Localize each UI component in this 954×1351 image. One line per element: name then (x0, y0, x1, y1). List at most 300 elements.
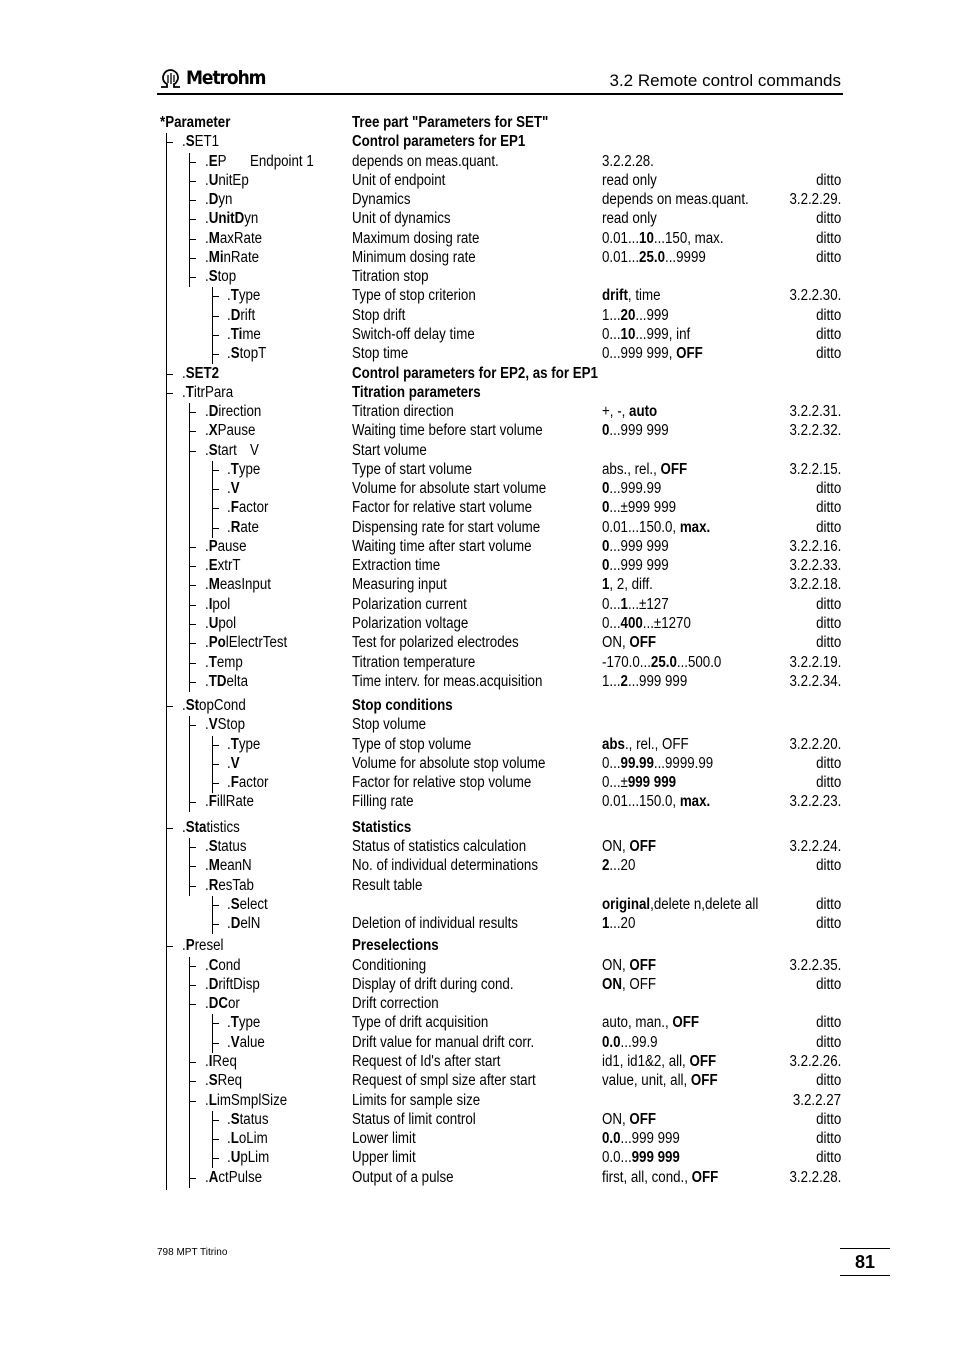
section-reference: ditto (815, 615, 841, 633)
section-reference: ditto (815, 1110, 841, 1128)
table-row (0, 132, 954, 152)
table-row (0, 818, 954, 838)
table-row (0, 837, 954, 857)
table-row (0, 171, 954, 191)
tree-branch-tick (212, 335, 219, 336)
section-reference: ditto (815, 595, 841, 613)
command-description: Status of limit control (352, 1110, 476, 1128)
value-range: id1, id1&2, all, OFF (602, 1052, 717, 1070)
command-name: .UnitDyn (205, 210, 259, 228)
tree-branch-tick (189, 412, 196, 413)
command-description: Status of statistics calculation (352, 837, 527, 855)
command-name: .Pause (205, 537, 247, 555)
value-range: 0...99.99...9999.99 (602, 754, 714, 772)
table-row (0, 479, 954, 499)
value-range: original,delete n,delete all (602, 895, 759, 913)
command-name: .EP (205, 152, 227, 170)
value-range: 2...20 (602, 857, 636, 875)
command-description: Measuring input (352, 576, 447, 594)
command-tag: V (250, 441, 259, 459)
command-description: No. of individual determinations (352, 857, 538, 875)
tree-branch-tick (212, 316, 219, 317)
value-range: ON, OFF (602, 975, 657, 993)
command-name: .Status (227, 1110, 269, 1128)
tree-branch-tick (189, 431, 196, 432)
command-name: .LimSmplSize (205, 1091, 288, 1109)
value-range: drift, time (602, 287, 661, 305)
tree-branch-tick (189, 1101, 196, 1102)
section-title: 3.2 Remote control commands (609, 71, 841, 90)
section-reference: 3.2.2.31. (789, 403, 841, 421)
table-row (0, 286, 954, 306)
command-description: Unit of endpoint (352, 171, 446, 189)
tree-branch-line (212, 461, 213, 538)
table-row (0, 994, 954, 1014)
command-description: Factor for relative start volume (352, 499, 533, 517)
command-description: Time interv. for meas.acquisition (352, 672, 543, 690)
section-reference: 3.2.2.16. (789, 537, 841, 555)
table-row (0, 190, 954, 210)
command-name: .StopT (227, 345, 267, 363)
value-range: read only (602, 171, 657, 189)
tree-branch-tick (189, 547, 196, 548)
value-range: 0...999 999 (602, 557, 669, 575)
command-name: .XPause (205, 422, 256, 440)
value-range: auto, man., OFF (602, 1014, 700, 1032)
value-range: read only (602, 210, 657, 228)
tree-branch-tick (189, 605, 196, 606)
table-row (0, 209, 954, 229)
value-range: 0...±999 999 (602, 499, 677, 517)
section-reference: ditto (815, 499, 841, 517)
command-name: .DelN (227, 915, 261, 933)
tree-branch-tick (166, 142, 173, 143)
section-reference: ditto (815, 975, 841, 993)
tree-branch-tick (189, 585, 196, 586)
table-row (0, 653, 954, 673)
command-name: .MaxRate (205, 229, 263, 247)
value-range: depends on meas.quant. (602, 191, 749, 209)
tree-branch-tick (166, 393, 173, 394)
table-row (0, 113, 954, 133)
table-row (0, 344, 954, 364)
command-description: Titration parameters (352, 383, 481, 401)
table-row (0, 614, 954, 634)
table-row (0, 1033, 954, 1053)
section-reference: ditto (815, 1130, 841, 1148)
table-row (0, 229, 954, 249)
tree-branch-tick (212, 1023, 219, 1024)
section-reference: 3.2.2.35. (789, 956, 841, 974)
value-range: 1...20 (602, 915, 636, 933)
command-name: .ActPulse (205, 1168, 263, 1186)
command-description: Request of smpl size after start (352, 1072, 536, 1090)
table-row (0, 1168, 954, 1188)
table-row (0, 1129, 954, 1149)
value-range: first, all, cond., OFF (602, 1168, 719, 1186)
tree-branch-tick (212, 489, 219, 490)
tree-branch-tick (189, 624, 196, 625)
command-description: Volume for absolute stop volume (352, 754, 546, 772)
command-description: Filling rate (352, 793, 414, 811)
command-description: Unit of dynamics (352, 210, 451, 228)
table-row (0, 364, 954, 384)
section-reference: 3.2.2.33. (789, 557, 841, 575)
section-reference: ditto (815, 248, 841, 266)
command-description: Stop volume (352, 716, 427, 734)
value-range: 0...±999 999 (602, 774, 677, 792)
tree-branch-tick (166, 946, 173, 947)
tree-branch-tick (189, 1081, 196, 1082)
command-name: .UpLim (227, 1149, 270, 1167)
command-name: .Value (227, 1033, 265, 1051)
section-reference: ditto (815, 895, 841, 913)
command-name: .ResTab (205, 876, 254, 894)
command-name: .MeanN (205, 857, 252, 875)
tree-branch-tick (212, 470, 219, 471)
value-range: ON, OFF (602, 837, 657, 855)
command-name: .Select (227, 895, 268, 913)
table-row (0, 956, 954, 976)
command-description: Type of stop criterion (352, 287, 476, 305)
command-name: .MinRate (205, 248, 260, 266)
section-reference: 3.2.2.15. (789, 460, 841, 478)
command-description: Deletion of individual results (352, 915, 518, 933)
command-name: .StopCond (182, 697, 246, 715)
section-reference: 3.2.2.20. (789, 735, 841, 753)
command-name: .V (227, 480, 240, 498)
command-description: Lower limit (352, 1130, 416, 1148)
table-row (0, 402, 954, 422)
value-range: 0.01...10...150, max. (602, 229, 724, 247)
section-reference: ditto (815, 1149, 841, 1167)
command-description: Extraction time (352, 557, 441, 575)
command-description: Factor for relative stop volume (352, 774, 532, 792)
table-row (0, 773, 954, 793)
command-description: Output of a pulse (352, 1168, 454, 1186)
table-row (0, 696, 954, 716)
section-reference: ditto (815, 171, 841, 189)
tree-branch-tick (212, 508, 219, 509)
command-description: Dynamics (352, 191, 411, 209)
table-row (0, 715, 954, 735)
tree-branch-tick (212, 1043, 219, 1044)
section-reference: 3.2.2.32. (789, 422, 841, 440)
tree-branch-tick (189, 566, 196, 567)
command-name: .PolElectrTest (205, 634, 288, 652)
value-range: 0...999.99 (602, 480, 662, 498)
table-row (0, 518, 954, 538)
table-row (0, 152, 954, 172)
section-reference: 3.2.2.27 (792, 1091, 841, 1109)
table-row (0, 595, 954, 615)
table-row (0, 537, 954, 557)
command-description: Waiting time before start volume (352, 422, 543, 440)
tree-branch-tick (166, 706, 173, 707)
tree-branch-tick (189, 219, 196, 220)
tree-branch-tick (189, 200, 196, 201)
command-name: .VStop (205, 716, 246, 734)
command-name: .Temp (205, 653, 243, 671)
tree-branch-tick (189, 886, 196, 887)
tree-branch-tick (212, 905, 219, 906)
section-reference: ditto (815, 857, 841, 875)
section-reference: 3.2.2.26. (789, 1052, 841, 1070)
value-range: 0...10...999, inf (602, 325, 691, 343)
tree-branch-tick (166, 374, 173, 375)
section-reference: ditto (815, 345, 841, 363)
command-name: .DCor (205, 995, 240, 1013)
command-name: .UnitEp (205, 171, 249, 189)
table-row (0, 575, 954, 595)
command-name: .Factor (227, 774, 269, 792)
command-description: Titration direction (352, 403, 454, 421)
command-description: Titration temperature (352, 653, 476, 671)
command-name: .Type (227, 1014, 261, 1032)
command-description: Result table (352, 876, 423, 894)
command-name: .Rate (227, 518, 259, 536)
tree-branch-tick (212, 924, 219, 925)
tree-branch-tick (189, 1004, 196, 1005)
tree-branch-tick (212, 296, 219, 297)
command-description: Control parameters for EP1 (352, 133, 526, 151)
tree-branch-tick (189, 451, 196, 452)
value-range: 0.01...150.0, max. (602, 518, 711, 536)
value-range: 1...20...999 (602, 306, 669, 324)
value-range: 0.0...999 999 (602, 1130, 680, 1148)
table-row (0, 306, 954, 326)
tree-branch-tick (189, 277, 196, 278)
command-name: .SET1 (182, 133, 220, 151)
table-row (0, 498, 954, 518)
command-name: .Type (227, 287, 261, 305)
command-name: .Drift (227, 306, 256, 324)
table-row (0, 975, 954, 995)
value-range: 0...400...±1270 (602, 615, 691, 633)
tree-branch-tick (189, 966, 196, 967)
value-range: 0...999 999 (602, 422, 669, 440)
section-reference: ditto (815, 1014, 841, 1032)
value-range: 0.01...150.0, max. (602, 793, 711, 811)
command-description: Test for polarized electrodes (352, 634, 519, 652)
command-name: .FillRate (205, 793, 254, 811)
table-row (0, 895, 954, 915)
command-name: .Status (205, 837, 247, 855)
tree-branch-tick (189, 985, 196, 986)
command-name: .SET2 (182, 364, 220, 382)
command-description: Maximum dosing rate (352, 229, 480, 247)
section-reference: 3.2.2.34. (789, 672, 841, 690)
command-description: Upper limit (352, 1149, 416, 1167)
tree-branch-tick (189, 802, 196, 803)
command-name: .Time (227, 325, 261, 343)
command-description: Drift correction (352, 995, 439, 1013)
command-description: Drift value for manual drift corr. (352, 1033, 535, 1051)
table-row (0, 1091, 954, 1111)
tree-branch-tick (189, 866, 196, 867)
value-range: 1, 2, diff. (602, 576, 653, 594)
command-name: .ExtrT (205, 557, 241, 575)
value-range: 1...2...999 999 (602, 672, 688, 690)
command-name: .MeasInput (205, 576, 271, 594)
command-description: Tree part "Parameters for SET" (352, 114, 549, 131)
table-row (0, 672, 954, 692)
value-range: 0...999 999 (602, 537, 669, 555)
command-name: .Statistics (182, 818, 240, 836)
command-description: Type of start volume (352, 460, 473, 478)
command-name: .Upol (205, 615, 237, 633)
command-name: .Start (205, 441, 237, 459)
value-range: 0...999 999, OFF (602, 345, 703, 363)
table-row (0, 383, 954, 403)
command-name: .Presel (182, 937, 224, 955)
table-row (0, 421, 954, 441)
section-reference: ditto (815, 229, 841, 247)
value-range: value, unit, all, OFF (602, 1072, 718, 1090)
value-range: 0...1...±127 (602, 595, 669, 613)
command-description: Stop drift (352, 306, 406, 324)
tree-branch-tick (189, 239, 196, 240)
command-name: .Dyn (205, 191, 233, 209)
command-name: .Factor (227, 499, 269, 517)
value-range: 0.01...25.0...9999 (602, 248, 706, 266)
tree-branch-tick (189, 663, 196, 664)
command-name: .TitrPara (182, 383, 234, 401)
command-description: Stop conditions (352, 697, 453, 715)
value-range: abs., rel., OFF (602, 460, 688, 478)
command-name: .Direction (205, 403, 262, 421)
section-reference: ditto (815, 210, 841, 228)
section-reference: 3.2.2.23. (789, 793, 841, 811)
page-number: 81 (840, 1248, 890, 1276)
table-row (0, 735, 954, 755)
section-reference: ditto (815, 1072, 841, 1090)
section-reference: ditto (815, 480, 841, 498)
command-name: .Ipol (205, 595, 231, 613)
table-row (0, 876, 954, 896)
section-reference: 3.2.2.29. (789, 191, 841, 209)
command-name: .LoLim (227, 1130, 268, 1148)
value-range: ON, OFF (602, 956, 657, 974)
command-description: Type of stop volume (352, 735, 472, 753)
table-row (0, 460, 954, 480)
tree-branch-line (212, 287, 213, 364)
table-row (0, 248, 954, 268)
tree-branch-tick (189, 682, 196, 683)
tree-branch-tick (189, 1062, 196, 1063)
command-description: Minimum dosing rate (352, 248, 476, 266)
command-description: Titration stop (352, 268, 429, 286)
section-reference: ditto (815, 774, 841, 792)
brand-name: Metrohm (186, 67, 266, 89)
section-reference: ditto (815, 306, 841, 324)
tree-branch-tick (212, 1158, 219, 1159)
table-row (0, 856, 954, 876)
tree-branch-tick (189, 643, 196, 644)
command-name: .Stop (205, 268, 237, 286)
table-row (0, 936, 954, 956)
tree-branch-tick (212, 1139, 219, 1140)
table-row (0, 792, 954, 812)
command-description: Preselections (352, 937, 439, 955)
section-reference: ditto (815, 634, 841, 652)
value-range: 0.0...99.9 (602, 1033, 658, 1051)
command-name: .Type (227, 460, 261, 478)
command-name: .Cond (205, 956, 241, 974)
section-reference: ditto (815, 518, 841, 536)
command-name: .SReq (205, 1072, 243, 1090)
command-description: Stop time (352, 345, 409, 363)
footer-product: 798 MPT Titrino (157, 1247, 228, 1258)
command-name: .DriftDisp (205, 975, 260, 993)
value-range: -170.0...25.0...500.0 (602, 653, 722, 671)
tree-branch-tick (189, 258, 196, 259)
table-row (0, 325, 954, 345)
tree-branch-tick (212, 354, 219, 355)
command-description: Start volume (352, 441, 427, 459)
command-description: Type of drift acquisition (352, 1014, 489, 1032)
command-name: *Parameter (160, 114, 231, 131)
command-description: Request of Id's after start (352, 1052, 501, 1070)
section-reference: 3.2.2.28. (789, 1168, 841, 1186)
tree-branch-tick (212, 783, 219, 784)
section-reference: 3.2.2.19. (789, 653, 841, 671)
table-row (0, 914, 954, 934)
section-reference: 3.2.2.18. (789, 576, 841, 594)
table-row (0, 441, 954, 461)
command-description: Control parameters for EP2, as for EP1 (352, 364, 598, 382)
tree-branch-tick (189, 162, 196, 163)
tree-branch-tick (189, 847, 196, 848)
tree-branch-line (212, 896, 213, 934)
value-range: 0.0...999 999 (602, 1149, 680, 1167)
table-row (0, 1110, 954, 1130)
command-name: .Type (227, 735, 261, 753)
tree-branch-line (189, 957, 190, 1188)
command-description: Switch-off delay time (352, 325, 475, 343)
table-row (0, 1148, 954, 1168)
tree-branch-line (212, 1014, 213, 1052)
value-range: 3.2.2.28. (602, 152, 654, 170)
section-reference: 3.2.2.24. (789, 837, 841, 855)
command-name: .IReq (205, 1052, 237, 1070)
tree-branch-tick (166, 828, 173, 829)
value-range: abs., rel., OFF (602, 735, 689, 753)
tree-branch-tick (189, 725, 196, 726)
command-description: Polarization current (352, 595, 467, 613)
tree-branch-line (189, 716, 190, 812)
tree-branch-tick (212, 764, 219, 765)
command-tag: Endpoint 1 (250, 152, 314, 170)
command-description: Waiting time after start volume (352, 537, 532, 555)
command-description: Display of drift during cond. (352, 975, 514, 993)
table-row (0, 754, 954, 774)
table-row (0, 633, 954, 653)
table-row (0, 1013, 954, 1033)
value-range: +, -, auto (602, 403, 658, 421)
tree-branch-tick (189, 181, 196, 182)
command-description: depends on meas.quant. (352, 152, 499, 170)
command-name: .TDelta (205, 672, 248, 690)
command-description: Dispensing rate for start volume (352, 518, 541, 536)
command-name: .V (227, 754, 240, 772)
section-reference: 3.2.2.30. (789, 287, 841, 305)
value-range: ON, OFF (602, 634, 657, 652)
section-reference: ditto (815, 325, 841, 343)
command-description: Limits for sample size (352, 1091, 481, 1109)
table-row (0, 1071, 954, 1091)
section-reference: ditto (815, 915, 841, 933)
